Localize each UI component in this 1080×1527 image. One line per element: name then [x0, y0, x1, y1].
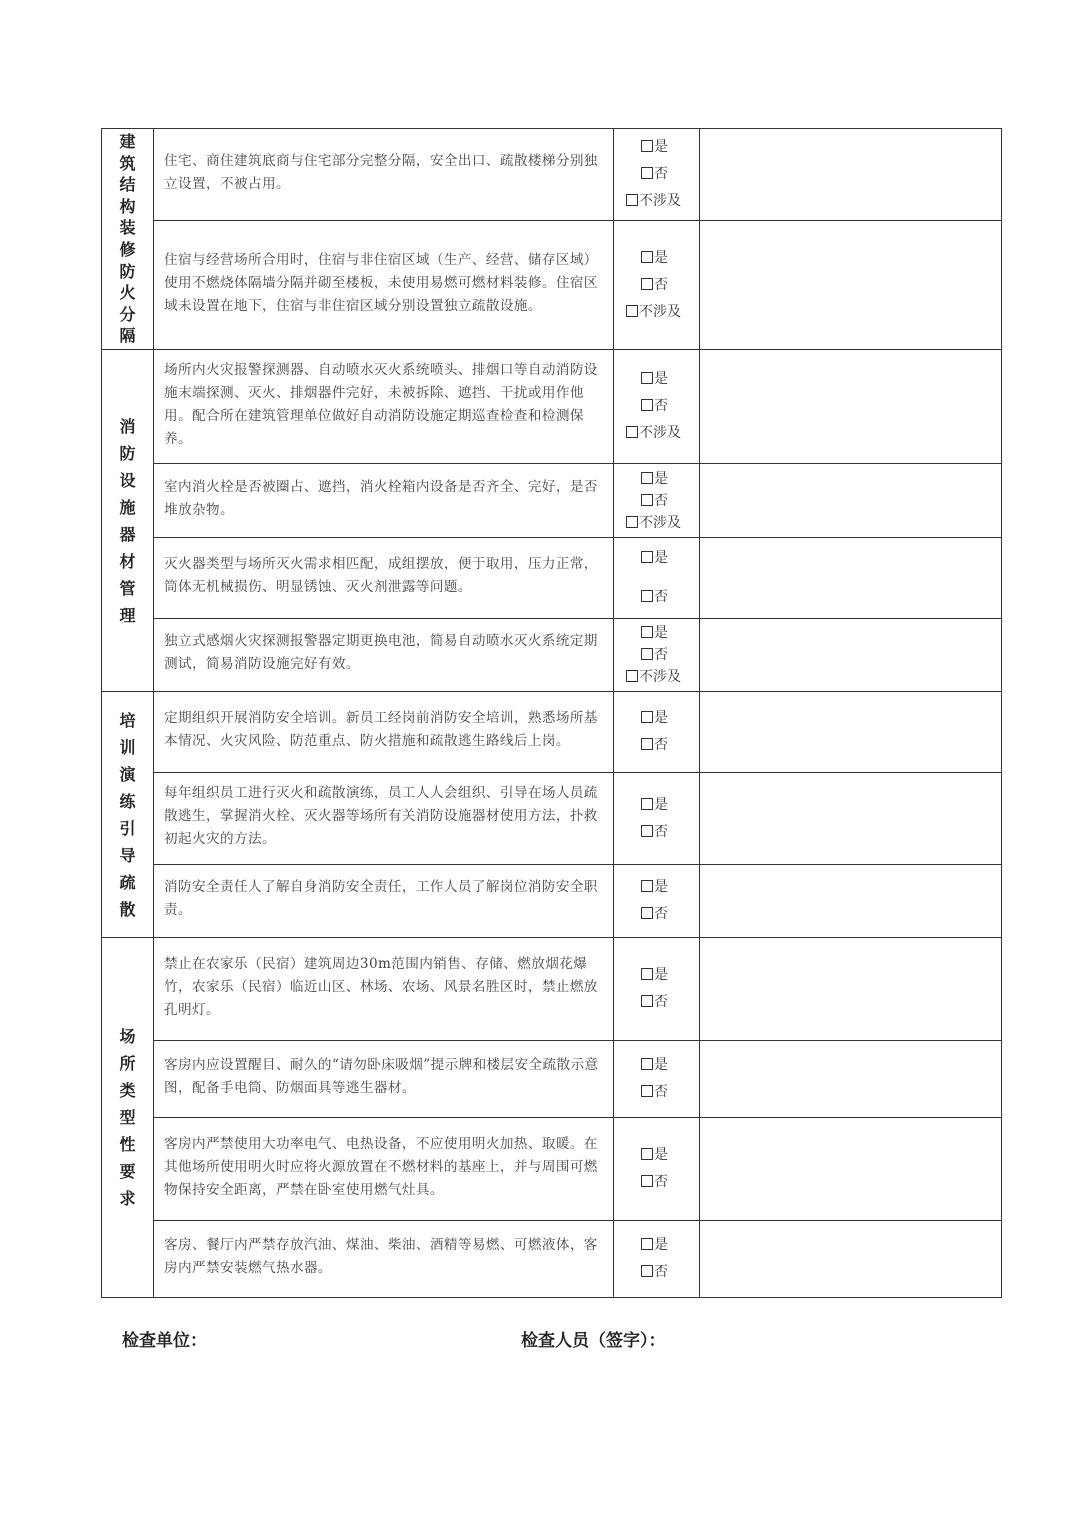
option-yes[interactable]: 是: [626, 134, 668, 161]
checkbox-icon[interactable]: [626, 516, 638, 528]
category-cell: [102, 938, 154, 1298]
table-row: [102, 1221, 1002, 1298]
checkbox-icon[interactable]: [641, 798, 653, 810]
item-text: 客房内严禁使用大功率电气、电热设备，不应使用明火加热、取暖。在其他场所使用明火时应将火源放置在不燃材料的基座上，并与周围可燃物保持安全距离，严禁在卧室使用燃气灶具。: [154, 1118, 614, 1221]
remarks-cell[interactable]: [700, 1118, 1002, 1221]
option-yes[interactable]: 是: [626, 245, 668, 272]
checkbox-icon[interactable]: [626, 194, 638, 206]
checkbox-icon[interactable]: [641, 278, 653, 290]
checkbox-icon[interactable]: [641, 880, 653, 892]
checkbox-icon[interactable]: [641, 494, 653, 506]
option-no[interactable]: 否: [626, 644, 668, 666]
inspection-table: [101, 128, 1002, 1298]
remarks-cell[interactable]: [700, 1041, 1002, 1118]
item-text: 定期组织开展消防安全培训。新员工经岗前消防安全培训，熟悉场所基本情况、火灾风险、防范重点、防火措施和疏散逃生路线后上岗。: [154, 692, 614, 773]
checkbox-icon[interactable]: [641, 1238, 653, 1250]
option-yes[interactable]: 是: [626, 366, 668, 393]
option-yes[interactable]: 是: [626, 705, 668, 732]
table-row: [102, 692, 1002, 773]
checkbox-icon[interactable]: [641, 626, 653, 638]
options-cell: [614, 692, 700, 773]
table-row: [102, 1041, 1002, 1118]
options-cell: [614, 1118, 700, 1221]
item-text: 住宿与经营场所合用时，住宿与非住宿区域（生产、经营、储存区域）使用不燃烧体隔墙分隔并砌至楼板，未使用易燃可燃材料装修。住宿区域未设置在地下，住宿与非住宿区域分别设置独立疏散设施。: [154, 221, 614, 350]
item-text: 禁止在农家乐（民宿）建筑周边30m范围内销售、存储、燃放烟花爆竹，农家乐（民宿）临近山区、林场、农场、风景名胜区时，禁止燃放孔明灯。: [154, 938, 614, 1041]
item-text: 客房、餐厅内严禁存放汽油、煤油、柴油、酒精等易燃、可燃液体，客房内严禁安装燃气热水器。: [154, 1221, 614, 1298]
options-cell: [614, 773, 700, 865]
category-label: 建筑结构装修防火分隔: [119, 132, 136, 346]
checkbox-icon[interactable]: [641, 167, 653, 179]
item-text: 消防安全责任人了解自身消防安全责任，工作人员了解岗位消防安全职责。: [154, 865, 614, 938]
remarks-cell[interactable]: [700, 350, 1002, 464]
checkbox-icon[interactable]: [641, 1148, 653, 1160]
remarks-cell[interactable]: [700, 619, 1002, 692]
option-no[interactable]: 否: [626, 393, 668, 420]
remarks-cell[interactable]: [700, 938, 1002, 1041]
options-cell: [614, 1041, 700, 1118]
checkbox-icon[interactable]: [641, 551, 653, 563]
remarks-cell[interactable]: [700, 221, 1002, 350]
checkbox-icon[interactable]: [641, 711, 653, 723]
options-cell: [614, 938, 700, 1041]
table-row: [102, 865, 1002, 938]
table-row: [102, 773, 1002, 865]
table-row: [102, 619, 1002, 692]
checkbox-icon[interactable]: [641, 399, 653, 411]
checkbox-icon[interactable]: [641, 907, 653, 919]
option-no[interactable]: 否: [626, 584, 668, 611]
table-row: [102, 464, 1002, 538]
category-cell: [102, 692, 154, 938]
option-yes[interactable]: 是: [626, 1052, 668, 1079]
table-row: [102, 538, 1002, 619]
table-row: [102, 221, 1002, 350]
checkbox-icon[interactable]: [641, 590, 653, 602]
options-cell: [614, 1221, 700, 1298]
category-label: 场所类型性要求: [119, 1027, 136, 1208]
options-cell: [614, 538, 700, 619]
options-cell: [614, 129, 700, 221]
checkbox-icon[interactable]: [641, 251, 653, 263]
item-text: 每年组织员工进行灭火和疏散演练，员工人人会组织、引导在场人员疏散逃生，掌握消火栓、灭火器等场所有关消防设施器材使用方法，扑救初起火灾的方法。: [154, 773, 614, 865]
option-na[interactable]: 不涉及: [626, 420, 681, 447]
checkbox-icon[interactable]: [641, 472, 653, 484]
checkbox-icon[interactable]: [641, 825, 653, 837]
checkbox-icon[interactable]: [641, 1085, 653, 1097]
category-label: 消防设施器材管理: [119, 416, 136, 625]
options-cell: [614, 619, 700, 692]
item-text: 独立式感烟火灾探测报警器定期更换电池，简易自动喷水灭火系统定期测试，简易消防设施完好有效。: [154, 619, 614, 692]
options-cell: [614, 464, 700, 538]
option-no[interactable]: 否: [626, 1169, 668, 1196]
option-yes[interactable]: 是: [626, 962, 668, 989]
options-cell: [614, 865, 700, 938]
option-na[interactable]: 不涉及: [626, 666, 681, 688]
option-yes[interactable]: 是: [626, 468, 668, 490]
remarks-cell[interactable]: [700, 1221, 1002, 1298]
category-cell: [102, 350, 154, 692]
item-text: 住宅、商住建筑底商与住宅部分完整分隔，安全出口、疏散楼梯分别独立设置，不被占用。: [154, 129, 614, 221]
checkbox-icon[interactable]: [641, 140, 653, 152]
checkbox-icon[interactable]: [626, 305, 638, 317]
checkbox-icon[interactable]: [641, 1058, 653, 1070]
item-text: 灭火器类型与场所灭火需求相匹配，成组摆放，便于取用，压力正常，筒体无机械损伤、明显锈蚀、灭火剂泄露等问题。: [154, 538, 614, 619]
checkbox-icon[interactable]: [626, 670, 638, 682]
inspector-signature-label: 检查人员（签字）：: [521, 1331, 666, 1351]
table-row: [102, 350, 1002, 464]
table-row: [102, 938, 1002, 1041]
table-row: [102, 1118, 1002, 1221]
checkbox-icon[interactable]: [641, 968, 653, 980]
options-cell: [614, 221, 700, 350]
option-yes[interactable]: 是: [626, 545, 668, 572]
table-row: [102, 129, 1002, 221]
inspection-table-container: [101, 128, 1001, 1298]
option-no[interactable]: 否: [626, 272, 668, 299]
option-no[interactable]: 否: [626, 1079, 668, 1106]
checkbox-icon[interactable]: [641, 738, 653, 750]
option-yes[interactable]: 是: [626, 622, 668, 644]
option-no[interactable]: 否: [626, 1259, 668, 1286]
options-cell: [614, 350, 700, 464]
category-label: 培训演练引导疏散: [119, 710, 136, 919]
checkbox-icon[interactable]: [641, 1265, 653, 1277]
checkbox-icon[interactable]: [641, 372, 653, 384]
remarks-cell[interactable]: [700, 692, 1002, 773]
option-no[interactable]: 否: [626, 989, 668, 1016]
item-text: 场所内火灾报警探测器、自动喷水灭火系统喷头、排烟口等自动消防设施末端探测、灭火、排烟器件完好，未被拆除、遮挡、干扰或用作他用。配合所在建筑管理单位做好自动消防设施定期巡查检查和检测保养。: [154, 350, 614, 464]
option-no[interactable]: 否: [626, 819, 668, 846]
option-na[interactable]: 不涉及: [626, 299, 681, 326]
option-no[interactable]: 否: [626, 901, 668, 928]
option-yes[interactable]: 是: [626, 1142, 668, 1169]
checkbox-icon[interactable]: [626, 426, 638, 438]
option-yes[interactable]: 是: [626, 874, 668, 901]
option-no[interactable]: 否: [626, 490, 668, 512]
option-na[interactable]: 不涉及: [626, 512, 681, 534]
checkbox-icon[interactable]: [641, 995, 653, 1007]
option-yes[interactable]: 是: [626, 792, 668, 819]
remarks-cell[interactable]: [700, 773, 1002, 865]
remarks-cell[interactable]: [700, 129, 1002, 221]
checkbox-icon[interactable]: [641, 648, 653, 660]
option-no[interactable]: 否: [626, 732, 668, 759]
option-na[interactable]: 不涉及: [626, 188, 681, 215]
remarks-cell[interactable]: [700, 865, 1002, 938]
inspection-unit-label: 检查单位：: [122, 1331, 207, 1351]
category-cell: [102, 129, 154, 350]
option-yes[interactable]: 是: [626, 1232, 668, 1259]
remarks-cell[interactable]: [700, 538, 1002, 619]
checkbox-icon[interactable]: [641, 1175, 653, 1187]
option-no[interactable]: 否: [626, 161, 668, 188]
item-text: 客房内应设置醒目、耐久的“请勿卧床吸烟”提示牌和楼层安全疏散示意图，配备手电筒、防烟面具等逃生器材。: [154, 1041, 614, 1118]
item-text: 室内消火栓是否被圈占、遮挡，消火栓箱内设备是否齐全、完好，是否堆放杂物。: [154, 464, 614, 538]
remarks-cell[interactable]: [700, 464, 1002, 538]
